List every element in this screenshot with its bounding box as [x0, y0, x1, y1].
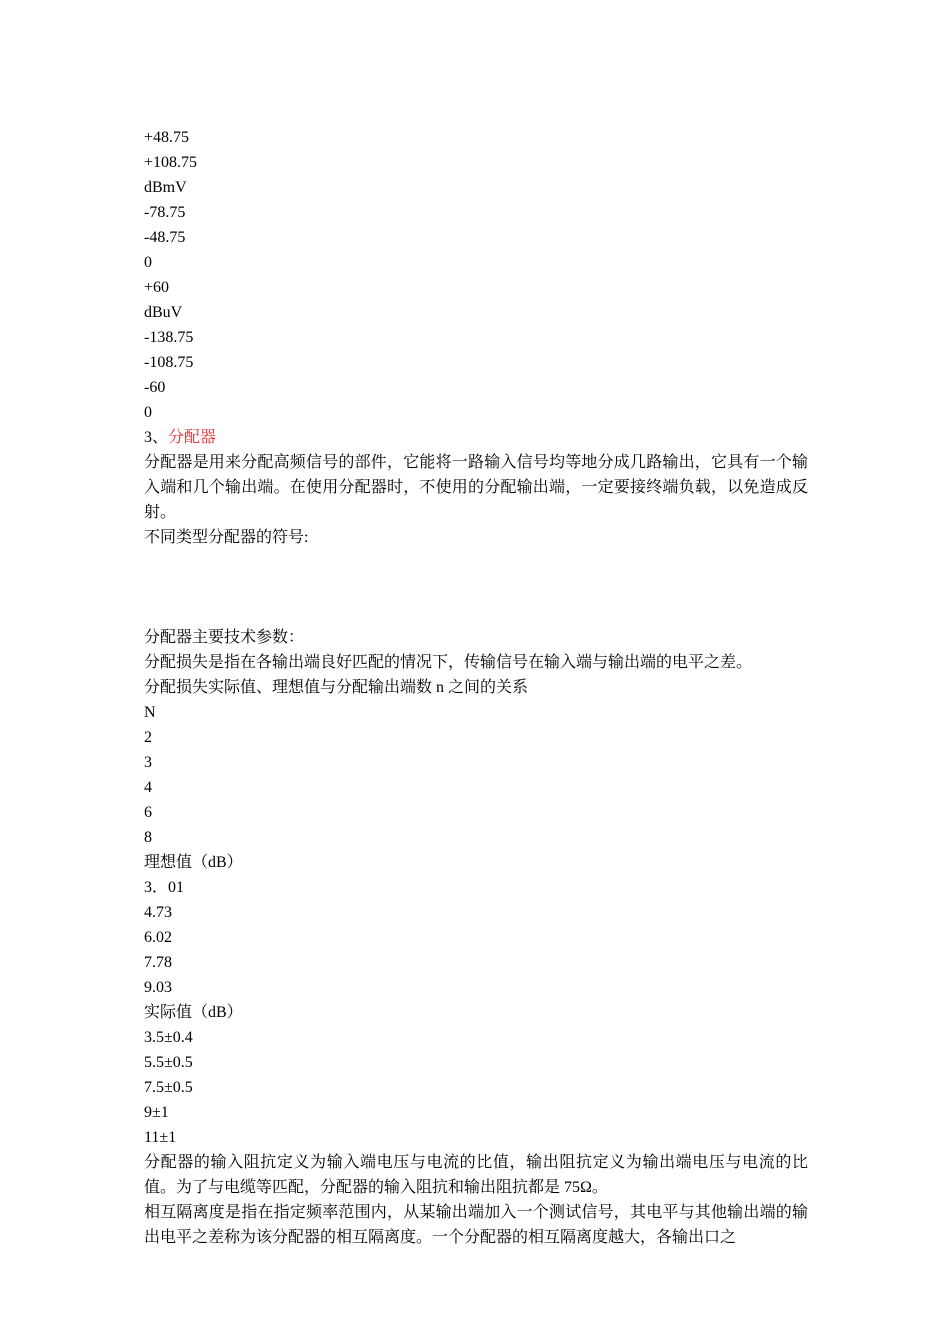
level-value: 0 — [144, 404, 152, 421]
table-cell-actual: 9±1 — [144, 1104, 169, 1121]
table-header-actual: 实际值（dB） — [144, 1004, 243, 1021]
section-title: 分配器 — [168, 429, 217, 446]
isolation-paragraph: 相互隔离度是指在指定频率范围内，从某输出端加入一个测试信号，其电平与其他输出端的输出电平之差称为该分配器的相互隔离度。一个分配器的相互隔离度越大，各输出口之 — [144, 1204, 808, 1246]
intro-paragraph: 分配器是用来分配高频信号的部件，它能将一路输入信号均等地分成几路输出，它具有一个输入端和几个输出端。在使用分配器时，不使用的分配输出端，一定要接终端负载，以免造成反射。 — [144, 454, 808, 521]
section-heading — [144, 425, 808, 450]
section-number: 3、 — [144, 429, 169, 446]
params-heading: 分配器主要技术参数： — [144, 629, 305, 646]
table-cell-ideal: 9.03 — [144, 979, 172, 996]
level-value: -60 — [144, 379, 166, 396]
level-list — [144, 125, 808, 425]
table-cell-n: 8 — [144, 829, 152, 846]
impedance-paragraph: 分配器的输入阻抗定义为输入端电压与电流的比值，输出阻抗定义为输出端电压与电流的比值。为了与电缆等匹配，分配器的输入阻抗和输出阻抗都是 75Ω。 — [144, 1154, 808, 1196]
table-header-ideal: 理想值（dB） — [144, 854, 243, 871]
level-value: -78.75 — [144, 204, 186, 221]
table-cell-actual: 3.5±0.4 — [144, 1029, 193, 1046]
level-value: +48.75 — [144, 129, 190, 146]
table-cell-n: 2 — [144, 729, 152, 746]
level-value: +108.75 — [144, 154, 198, 171]
loss-definition: 分配损失是指在各输出端良好匹配的情况下，传输信号在输入端与输出端的电平之差。 — [144, 654, 753, 671]
symbols-figure-area — [144, 550, 808, 625]
document-page — [144, 125, 808, 1250]
table-cell-n: 6 — [144, 804, 152, 821]
loss-relation: 分配损失实际值、理想值与分配输出端数 n 之间的关系 — [144, 679, 529, 696]
level-unit: dBuV — [144, 304, 183, 321]
table-cell-ideal: 3．01 — [144, 879, 185, 896]
table-cell-ideal: 7.78 — [144, 954, 172, 971]
level-value: +60 — [144, 279, 170, 296]
table-cell-actual: 11±1 — [144, 1129, 177, 1146]
level-unit: dBmV — [144, 179, 187, 196]
table-cell-n: 3 — [144, 754, 152, 771]
table-header-n: N — [144, 704, 156, 721]
level-value: 0 — [144, 254, 152, 271]
level-value: -108.75 — [144, 354, 194, 371]
loss-table — [144, 700, 808, 1150]
table-cell-actual: 7.5±0.5 — [144, 1079, 193, 1096]
symbols-label: 不同类型分配器的符号: — [144, 529, 309, 546]
level-value: -48.75 — [144, 229, 186, 246]
table-cell-ideal: 6.02 — [144, 929, 172, 946]
table-cell-n: 4 — [144, 779, 152, 796]
table-cell-actual: 5.5±0.5 — [144, 1054, 193, 1071]
level-value: -138.75 — [144, 329, 194, 346]
table-cell-ideal: 4.73 — [144, 904, 172, 921]
